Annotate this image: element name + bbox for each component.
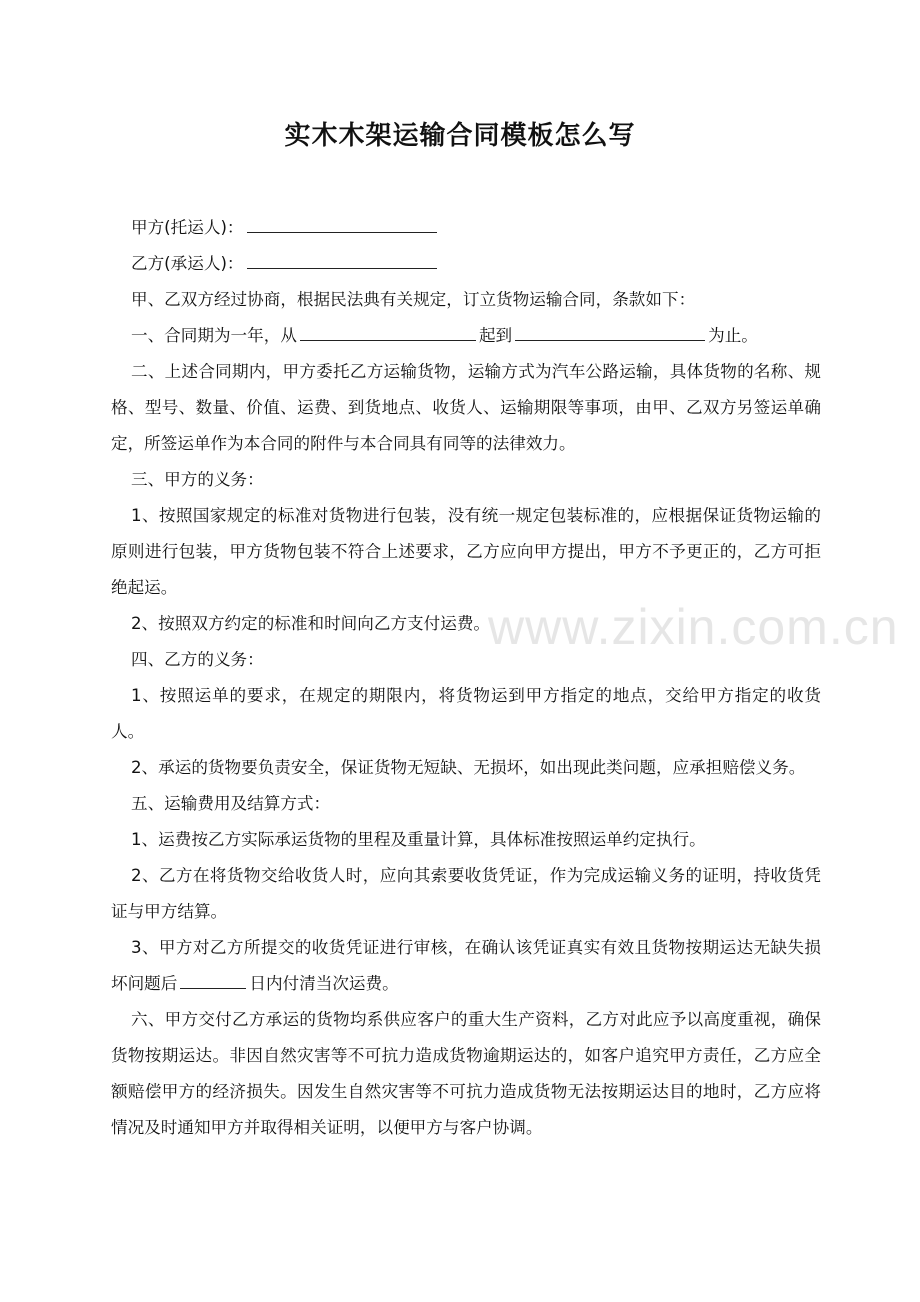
- clause-3-item-1: 1、按照国家规定的标准对货物进行包装，没有统一规定包装标准的，应根据保证货物运输的原则进行包装，甲方货物包装不符合上述要求，乙方应向甲方提出，甲方不予更正的，乙方可拒绝起运。: [111, 506, 821, 597]
- document-body: [111, 210, 821, 1146]
- clause-3-heading: 三、甲方的义务：: [131, 470, 264, 489]
- clause-5-item-3: [111, 930, 821, 1002]
- party-b-blank[interactable]: [247, 248, 437, 269]
- clause-1-prefix: 一、合同期为一年，从: [131, 326, 297, 345]
- clause-1: [111, 318, 821, 354]
- party-a-blank[interactable]: [247, 212, 437, 233]
- clause-3-item-2: 2、按照双方约定的标准和时间向乙方支付运费。: [131, 614, 491, 633]
- clause-1-suffix: 为止。: [708, 326, 758, 345]
- clause-5-item-3-prefix: 3、甲方对乙方所提交的收货凭证进行审核，在确认该凭证真实有效且货物按期运达无缺失损坏问题后: [111, 938, 821, 993]
- payment-days-blank[interactable]: [180, 968, 246, 989]
- clause-2: 二、上述合同期内，甲方委托乙方运输货物，运输方式为汽车公路运输，具体货物的名称、规格、型号、数量、价值、运费、到货地点、收货人、运输期限等事项，由甲、乙双方另签运单确定，所签运单作为本合同的附件与本合同具有同等的法律效力。: [111, 362, 821, 453]
- document-title: 实木木架运输合同模板怎么写: [284, 121, 636, 151]
- clause-5-heading: 五、运输费用及结算方式：: [131, 794, 331, 813]
- start-date-blank[interactable]: [300, 320, 476, 341]
- clause-4-item-1: 1、按照运单的要求，在规定的期限内，将货物运到甲方指定的地点，交给甲方指定的收货人。: [111, 686, 821, 741]
- clause-4-heading: 四、乙方的义务：: [131, 650, 264, 669]
- clause-6: 六、甲方交付乙方承运的货物均系供应客户的重大生产资料，乙方对此应予以高度重视，确保货物按期运达。非因自然灾害等不可抗力造成货物逾期运达的，如客户追究甲方责任，乙方应全额赔偿甲方的经济损失。因发生自然灾害等不可抗力造成货物无法按期运达目的地时，乙方应将情况及时通知甲方并取得相关证明，以便甲方与客户协调。: [111, 1010, 821, 1137]
- party-b-label: 乙方(承运人)：: [131, 254, 244, 273]
- party-b-line: [111, 246, 821, 282]
- party-a-label: 甲方(托运人)：: [131, 218, 244, 237]
- end-date-blank[interactable]: [515, 320, 705, 341]
- clause-5-item-3-suffix: 日内付清当次运费。: [249, 974, 399, 993]
- watermark: www.zixin.com.cn: [488, 599, 899, 655]
- clause-1-middle: 起到: [478, 326, 513, 345]
- clause-5-item-1: 1、运费按乙方实际承运货物的里程及重量计算，具体标准按照运单约定执行。: [131, 830, 706, 849]
- intro-paragraph: 甲、乙双方经过协商，根据民法典有关规定，订立货物运输合同，条款如下：: [131, 290, 696, 309]
- clause-5-item-2: 2、乙方在将货物交给收货人时，应向其索要收货凭证，作为完成运输义务的证明，持收货凭证与甲方结算。: [111, 866, 821, 921]
- clause-4-item-2: 2、承运的货物要负责安全，保证货物无短缺、无损坏，如出现此类问题，应承担赔偿义务。: [131, 758, 806, 777]
- party-a-line: [111, 210, 821, 246]
